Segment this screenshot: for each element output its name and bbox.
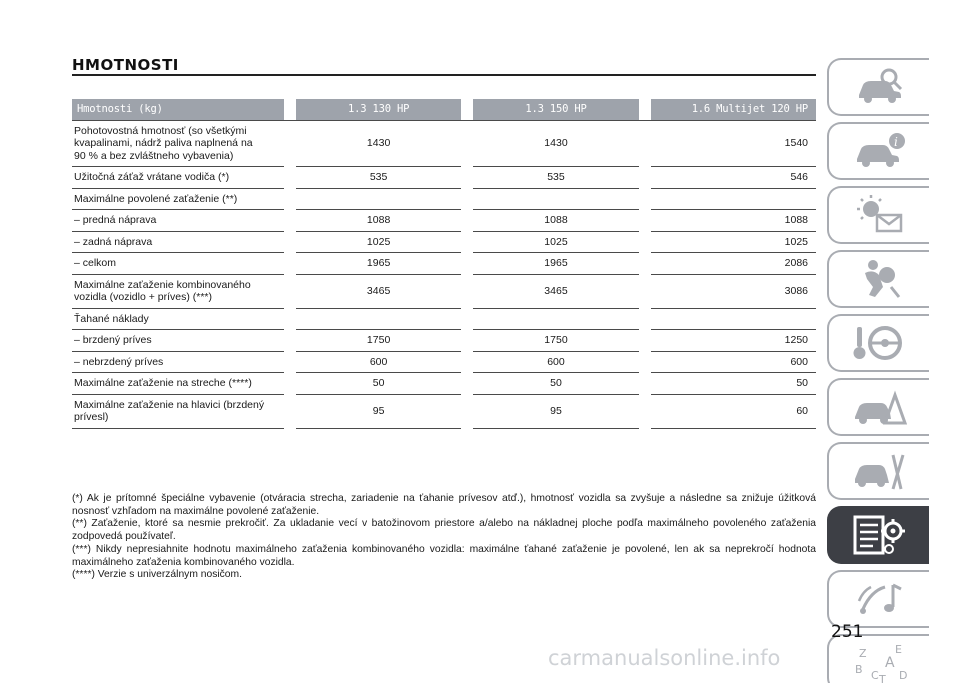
index-letter: C <box>871 669 879 682</box>
index-letter: Z <box>859 647 867 660</box>
table-row <box>72 167 816 189</box>
car-maintenance-tools-icon <box>851 449 907 493</box>
index-letter: D <box>899 669 907 682</box>
svg-text:i: i <box>894 135 898 149</box>
row-label: Maximálne zaťaženie na streche (****) <box>72 373 284 395</box>
row-value <box>473 308 638 330</box>
row-value <box>651 308 816 330</box>
row-value <box>296 188 461 210</box>
row-label: – brzdený príves <box>72 330 284 352</box>
row-value: 1430 <box>296 120 461 167</box>
row-value: 3465 <box>473 274 638 308</box>
row-value <box>473 188 638 210</box>
page-number: 251 <box>831 622 864 642</box>
row-value: 600 <box>296 351 461 373</box>
title-divider <box>72 74 816 76</box>
row-label: – celkom <box>72 253 284 275</box>
sidebar-tab-emergency[interactable] <box>827 378 929 436</box>
row-value: 50 <box>651 373 816 395</box>
row-value: 50 <box>473 373 638 395</box>
sidebar-tab-warning-lights[interactable] <box>827 186 929 244</box>
row-value <box>296 308 461 330</box>
car-info-icon <box>851 129 907 173</box>
row-value: 1088 <box>473 210 638 232</box>
row-value: 1025 <box>651 231 816 253</box>
index-letter: B <box>855 663 863 676</box>
row-value: 1750 <box>473 330 638 352</box>
column-header-engine-1: 1.3 130 HP <box>296 99 461 120</box>
row-value: 95 <box>473 394 638 428</box>
footnote: (**) Zaťaženie, ktoré sa nesmie prekročiť. Za ukladanie vecí v batožinovom priestore a/alebo na nákladnej ploche podľa maximálneho povoleného zaťaženia zodpovedá používateľ. <box>72 518 816 543</box>
row-value: 50 <box>296 373 461 395</box>
row-value: 60 <box>651 394 816 428</box>
row-label: Pohotovostná hmotnosť (so všetkými kvapalinami, nádrž paliva naplnená na 90 % a bez zvláštneho vybavenia) <box>72 120 284 167</box>
footnote: (*) Ak je prítomné špeciálne vybavenie (otváracia strecha, zariadenie na ťahanie prívesov atď.), hmotnosť vozidla sa zvyšuje a následne sa znižuje úžitková nosnosť vzhľadom na maximálne povolené zaťaženie. <box>72 493 816 517</box>
index-letter: E <box>895 643 902 656</box>
table-row <box>72 210 816 232</box>
index-letter: A <box>885 655 895 671</box>
column-header-weights: Hmotnosti (kg) <box>72 99 284 120</box>
row-value <box>651 188 816 210</box>
table-row <box>72 188 816 210</box>
weights-table <box>72 99 816 429</box>
table-header-row <box>72 99 816 120</box>
row-value: 3465 <box>296 274 461 308</box>
sidebar-tab-car-search[interactable] <box>827 58 929 116</box>
row-value: 3086 <box>651 274 816 308</box>
row-value: 535 <box>473 167 638 189</box>
footnote: (****) Verzie s univerzálnym nosičom. <box>72 569 242 581</box>
row-value: 1025 <box>473 231 638 253</box>
sidebar-tab-maintenance[interactable] <box>827 442 929 500</box>
row-label: – nebrzdený príves <box>72 351 284 373</box>
alphabetical-index-icon <box>851 641 907 683</box>
airbag-safety-icon <box>851 257 907 301</box>
table-row <box>72 351 816 373</box>
index-letter: T <box>879 673 886 683</box>
row-label: – zadná náprava <box>72 231 284 253</box>
row-value: 1088 <box>296 210 461 232</box>
row-value: 600 <box>651 351 816 373</box>
row-value: 2086 <box>651 253 816 275</box>
row-value: 1540 <box>651 120 816 167</box>
row-label: Maximálne zaťaženie na hlavici (brzdený prívesl) <box>72 394 284 428</box>
row-value: 1430 <box>473 120 638 167</box>
table-row <box>72 231 816 253</box>
table-row <box>72 308 816 330</box>
row-value: 1750 <box>296 330 461 352</box>
table-row <box>72 330 816 352</box>
row-value: 1965 <box>473 253 638 275</box>
row-label: Ťahané náklady <box>72 308 284 330</box>
row-value: 1250 <box>651 330 816 352</box>
row-value: 1965 <box>296 253 461 275</box>
table-row <box>72 253 816 275</box>
row-label: – predná náprava <box>72 210 284 232</box>
row-value: 1088 <box>651 210 816 232</box>
row-label: Maximálne povolené zaťaženie (**) <box>72 188 284 210</box>
table-row <box>72 274 816 308</box>
row-value: 95 <box>296 394 461 428</box>
watermark: carmanualsonline.info <box>548 646 781 670</box>
table-row <box>72 120 816 167</box>
sidebar-tab-multimedia[interactable] <box>827 570 929 628</box>
chapter-sidebar <box>827 58 929 683</box>
technical-data-gear-icon <box>851 513 907 557</box>
row-label: Užitočná záťaž vrátane vodiča (*) <box>72 167 284 189</box>
steering-wheel-key-icon <box>851 321 907 365</box>
sidebar-tab-car-info[interactable] <box>827 122 929 180</box>
warning-light-message-icon <box>851 193 907 237</box>
footnote: (***) Nikdy nepresiahnite hodnotu maximálneho zaťaženia kombinovaného vozidla: maximálne ťahané zaťaženie je povolené, len ak sa neprekročí hodnota maximálneho zaťaženia kombinovaného vozidla. <box>72 543 816 568</box>
table-row <box>72 394 816 428</box>
row-value: 546 <box>651 167 816 189</box>
sidebar-tab-driving[interactable] <box>827 314 929 372</box>
sidebar-tab-safety[interactable] <box>827 250 929 308</box>
column-header-engine-3: 1.6 Multijet 120 HP <box>651 99 816 120</box>
multimedia-music-icon <box>851 577 907 621</box>
footnotes <box>72 493 816 582</box>
car-search-icon <box>851 65 907 109</box>
row-value: 1025 <box>296 231 461 253</box>
car-breakdown-warning-icon <box>851 385 907 429</box>
row-value: 535 <box>296 167 461 189</box>
column-header-engine-2: 1.3 150 HP <box>473 99 638 120</box>
sidebar-tab-technical-data[interactable] <box>827 506 929 564</box>
row-value: 600 <box>473 351 638 373</box>
row-label: Maximálne zaťaženie kombinovaného vozidla (vozidlo + príves) (***) <box>72 274 284 308</box>
section-title: HMOTNOSTI <box>72 56 179 74</box>
table-row <box>72 373 816 395</box>
